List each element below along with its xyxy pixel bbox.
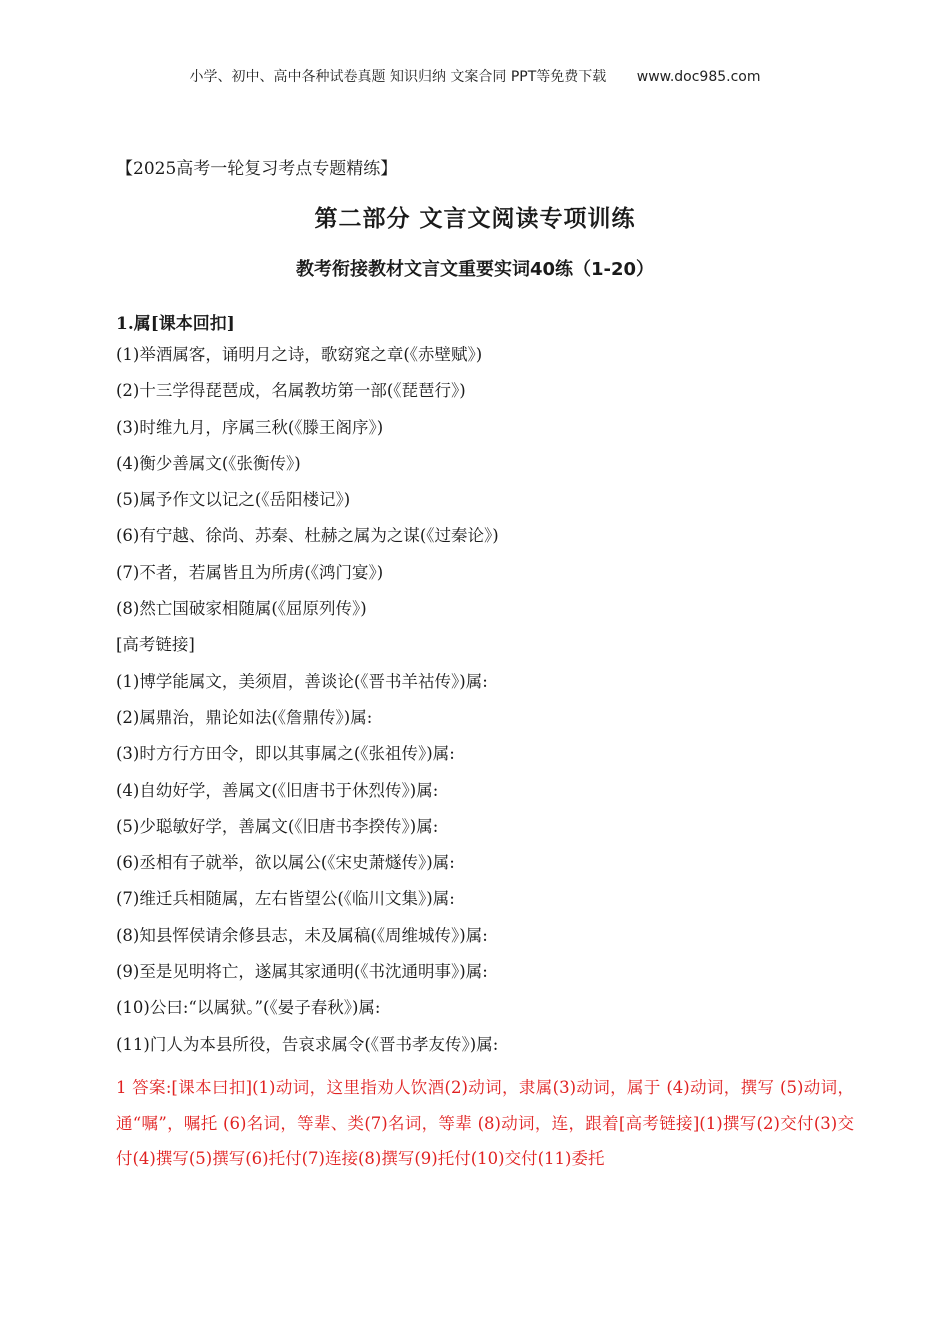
exam-tag: 【2025高考一轮复习考点专题精练】 — [116, 159, 398, 179]
list-item: (1)博学能属文，美须眉，善谈论(《晋书羊祜传》)属: — [116, 671, 488, 691]
list-item: (7)不者，若属皆且为所虏(《鸿门宴》) — [116, 562, 384, 582]
header-site-link[interactable]: www.doc985.com — [636, 69, 761, 85]
list-item: (1)举酒属客，诵明月之诗，歌窈窕之章(《赤壁赋》) — [116, 345, 483, 364]
list-item: (3)时维九月，序属三秋(《滕王阁序》) — [116, 417, 384, 437]
header-text: 小学、初中、高中各种试卷真题 知识归纳 文案合同 PPT等免费下载 — [189, 69, 607, 85]
list-item: (7)维迁兵相随属，左右皆望公(《临川文集》)属: — [116, 889, 455, 909]
list-item: (10)公曰:“以属狱。”(《晏子春秋》)属: — [116, 998, 381, 1018]
list-item: (6)丞相有子就举，欲以属公(《宋史萧燧传》)属: — [116, 853, 455, 873]
list-item: (2)属鼎治，鼎论如法(《詹鼎传》)属: — [116, 707, 373, 727]
list-item: (4)自幼好学，善属文(《旧唐书于休烈传》)属: — [116, 780, 439, 800]
list-item: (4)衡少善属文(《张衡传》) — [116, 453, 301, 473]
list-item: (5)少聪敏好学，善属文(《旧唐书李揆传》)属: — [116, 816, 439, 836]
list-item: (11)门人为本县所役，告哀求属令(《晋书孝友传》)属: — [116, 1034, 499, 1054]
list-item: (5)属予作文以记之(《岳阳楼记》) — [116, 490, 351, 510]
page-title: 第二部分 文言文阅读专项训练 — [314, 206, 636, 232]
exercise-list — [116, 344, 856, 1070]
page-header — [0, 66, 950, 86]
answer-block: 1 答案:[课本曰扣](1)动词，这里指劝人饮酒(2)动词，隶属(3)动词，属于 (4)动词，撰写 (5)动词，通“嘱”，嘱托 (6)名词，等辈、类(7)名词，等辈 (8)动词，连，跟着[高考链接](1)撰写(2)交付(3)交付(4)撰写(5)撰写(6)托付(7)连接(8)撰写(9)托付(10)交付(11)委托 — [116, 1078, 854, 1168]
list-item: (9)至是见明将亡，遂属其家通明(《书沈通明事》)属: — [116, 962, 488, 982]
list-item: (8)知县恽侯请余修县志，未及属稿(《周维城传》)属: — [116, 925, 488, 945]
subsection-heading: [高考链接] — [116, 635, 195, 655]
list-item: (8)然亡国破家相随属(《屈原列传》) — [116, 599, 367, 619]
list-item: (2)十三学得琵琶成，名属教坊第一部(《琵琶行》) — [116, 381, 466, 401]
section-title: 1.属[课本回扣] — [116, 314, 235, 334]
list-item: (3)时方行方田令，即以其事属之(《张祖传》)属: — [116, 744, 455, 764]
list-item: (6)有宁越、徐尚、苏秦、杜赫之属为之谋(《过秦论》) — [116, 526, 499, 546]
page-subtitle: 教考衔接教材文言文重要实词40练（1-20） — [295, 259, 655, 280]
